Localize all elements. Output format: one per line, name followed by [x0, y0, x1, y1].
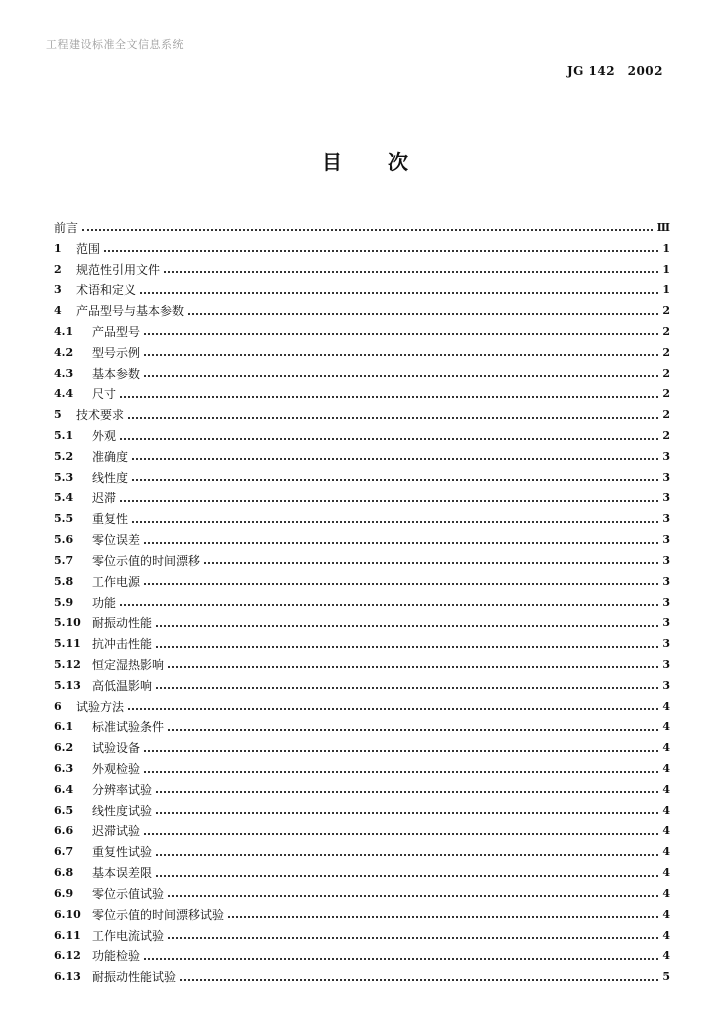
toc-entry-label: 分辨率试验	[92, 782, 153, 797]
toc-dot-leader	[144, 333, 658, 335]
toc-entry-number: 6.11	[54, 928, 81, 942]
toc-entry-label: 工作电源	[92, 574, 141, 589]
toc-entry-page-number: 4	[662, 886, 670, 900]
toc-entry[interactable]	[54, 508, 670, 529]
toc-dot-leader	[156, 875, 658, 877]
toc-entry-page-number: 2	[662, 304, 670, 318]
toc-entry-number: 5.1	[54, 429, 74, 443]
toc-entry-number: 6.7	[54, 845, 74, 859]
toc-entry[interactable]	[54, 488, 670, 509]
toc-entry-label: 工作电流试验	[92, 928, 165, 943]
toc-dot-leader	[144, 583, 658, 585]
toc-entry-page-number: 3	[662, 657, 670, 671]
toc-dot-leader	[144, 750, 658, 752]
toc-entry[interactable]	[54, 800, 670, 821]
toc-entry-page-number: 5	[662, 970, 670, 984]
toc-entry-page-number: 4	[662, 699, 670, 713]
toc-entry-label: 零位误差	[92, 533, 141, 548]
watermark-text: 工程建设标准全文信息系统	[46, 38, 184, 51]
toc-entry[interactable]	[54, 342, 670, 363]
toc-dot-leader	[188, 313, 658, 315]
toc-entry[interactable]	[54, 217, 670, 238]
toc-entry[interactable]	[54, 945, 670, 966]
toc-entry[interactable]	[54, 384, 670, 405]
toc-entry-page-number: 3	[662, 616, 670, 630]
toc-dot-leader	[120, 604, 658, 606]
toc-entry[interactable]	[54, 404, 670, 425]
toc-entry-number: 5.4	[54, 491, 74, 505]
toc-entry-number: 1	[54, 241, 62, 255]
toc-entry-label: 基本参数	[92, 366, 141, 381]
toc-entry[interactable]	[54, 467, 670, 488]
toc-entry-label: 外观	[92, 429, 117, 444]
toc-entry-number: 4.2	[54, 345, 74, 359]
toc-entry-number: 6.3	[54, 762, 74, 776]
toc-entry-number: 5.7	[54, 553, 74, 567]
toc-entry-label: 产品型号与基本参数	[76, 304, 185, 319]
toc-entry-page-number: 4	[662, 741, 670, 755]
toc-dot-leader	[120, 500, 658, 502]
toc-dot-leader	[168, 895, 658, 897]
toc-entry-page-number: 2	[662, 345, 670, 359]
toc-entry-number: 5	[54, 408, 62, 422]
toc-entry-page-number: 3	[662, 574, 670, 588]
toc-entry-label: 零位示值的时间漂移	[92, 553, 201, 568]
toc-entry-number: 5.10	[54, 616, 81, 630]
toc-entry[interactable]	[54, 883, 670, 904]
toc-dot-leader	[120, 396, 658, 398]
toc-entry[interactable]	[54, 363, 670, 384]
toc-entry[interactable]	[54, 675, 670, 696]
toc-entry-label: 外观检验	[92, 762, 141, 777]
toc-entry-number: 5.11	[54, 637, 81, 651]
toc-entry[interactable]	[54, 821, 670, 842]
page-title: 目次	[322, 150, 454, 174]
toc-entry-number: 4.4	[54, 387, 74, 401]
toc-entry-number: 5.13	[54, 678, 81, 692]
toc-entry-number: 3	[54, 283, 62, 297]
toc-entry-label: 抗冲击性能	[92, 637, 153, 652]
toc-entry-number: 6.1	[54, 720, 74, 734]
toc-entry[interactable]	[54, 592, 670, 613]
toc-entry-page-number: 2	[662, 366, 670, 380]
toc-entry-number: 5.2	[54, 449, 74, 463]
toc-entry-page-number: 2	[662, 429, 670, 443]
toc-entry-page-number: 3	[662, 470, 670, 484]
toc-entry-number: 6.8	[54, 866, 74, 880]
toc-entry-label: 试验方法	[76, 699, 125, 714]
toc-dot-leader	[120, 438, 658, 440]
toc-entry-label: 线性度试验	[92, 803, 153, 818]
toc-entry-page-number: Ⅲ	[656, 220, 670, 234]
toc-entry-label: 线性度	[92, 470, 129, 485]
toc-entry-number: 5.6	[54, 533, 74, 547]
toc-entry-label: 耐振动性能	[92, 616, 153, 631]
toc-dot-leader	[144, 833, 658, 835]
toc-entry-label: 范围	[76, 241, 101, 256]
toc-dot-leader	[228, 916, 658, 918]
toc-dot-leader	[168, 937, 658, 939]
toc-entry-label: 功能	[92, 595, 117, 610]
toc-entry-number: 5.3	[54, 470, 74, 484]
toc-entry-label: 迟滞试验	[92, 824, 141, 839]
toc-entry-number: 6.9	[54, 886, 74, 900]
toc-entry-page-number: 4	[662, 928, 670, 942]
toc-entry[interactable]	[54, 862, 670, 883]
toc-entry-label: 重复性试验	[92, 845, 153, 860]
toc-entry-label: 技术要求	[76, 408, 125, 423]
toc-dot-leader	[156, 791, 658, 793]
toc-entry-page-number: 4	[662, 803, 670, 817]
toc-entry-label: 试验设备	[92, 741, 141, 756]
toc-entry-number: 5.5	[54, 512, 74, 526]
toc-entry-number: 5.12	[54, 657, 81, 671]
toc-dot-leader	[140, 292, 658, 294]
standard-code: JG 142 2002	[566, 64, 663, 78]
toc-entry[interactable]	[54, 841, 670, 862]
toc-entry[interactable]	[54, 425, 670, 446]
toc-entry[interactable]	[54, 925, 670, 946]
toc-entry[interactable]	[54, 279, 670, 300]
toc-entry[interactable]	[54, 779, 670, 800]
toc-entry-number: 2	[54, 262, 62, 276]
toc-entry-page-number: 4	[662, 907, 670, 921]
toc-dot-leader	[104, 250, 658, 252]
toc-entry[interactable]	[54, 300, 670, 321]
toc-entry-page-number: 3	[662, 512, 670, 526]
table-of-contents	[54, 217, 670, 987]
toc-entry-number: 6.10	[54, 907, 81, 921]
toc-entry[interactable]	[54, 717, 670, 738]
toc-entry-number: 6.2	[54, 741, 74, 755]
toc-entry-page-number: 4	[662, 782, 670, 796]
toc-entry-label: 前言	[54, 220, 79, 235]
toc-dot-leader	[128, 417, 658, 419]
toc-entry-number: 6.12	[54, 949, 81, 963]
toc-dot-leader	[156, 854, 658, 856]
toc-entry-label: 迟滞	[92, 491, 117, 506]
toc-entry-page-number: 3	[662, 449, 670, 463]
toc-entry-page-number: 2	[662, 387, 670, 401]
toc-dot-leader	[156, 812, 658, 814]
toc-entry-page-number: 3	[662, 553, 670, 567]
toc-entry-number: 4.3	[54, 366, 74, 380]
toc-entry-label: 尺寸	[92, 387, 117, 402]
toc-entry-label: 耐振动性能试验	[92, 970, 177, 985]
toc-entry-page-number: 2	[662, 324, 670, 338]
toc-entry[interactable]	[54, 238, 670, 259]
toc-dot-leader	[132, 458, 658, 460]
toc-entry-number: 5.8	[54, 574, 74, 588]
toc-entry[interactable]	[54, 654, 670, 675]
toc-entry-page-number: 3	[662, 637, 670, 651]
toc-entry-page-number: 4	[662, 845, 670, 859]
toc-entry[interactable]	[54, 966, 670, 987]
toc-dot-leader	[144, 542, 658, 544]
toc-entry[interactable]	[54, 904, 670, 925]
toc-entry-number: 4.1	[54, 324, 74, 338]
toc-entry-number: 6	[54, 699, 62, 713]
toc-dot-leader	[156, 646, 658, 648]
toc-entry-label: 术语和定义	[76, 283, 137, 298]
toc-entry-page-number: 4	[662, 762, 670, 776]
toc-entry[interactable]	[54, 529, 670, 550]
toc-dot-leader	[164, 271, 658, 273]
toc-entry-label: 高低温影响	[92, 678, 153, 693]
toc-entry-label: 标准试验条件	[92, 720, 165, 735]
toc-dot-leader	[180, 979, 658, 981]
toc-entry-page-number: 1	[662, 241, 670, 255]
toc-entry[interactable]	[54, 321, 670, 342]
toc-dot-leader	[144, 958, 658, 960]
toc-entry-label: 产品型号	[92, 324, 141, 339]
toc-entry-page-number: 3	[662, 533, 670, 547]
toc-entry-page-number: 1	[662, 283, 670, 297]
toc-dot-leader	[168, 666, 658, 668]
toc-entry-number: 6.13	[54, 970, 81, 984]
toc-entry[interactable]	[54, 571, 670, 592]
toc-dot-leader	[204, 562, 658, 564]
toc-entry-number: 4	[54, 304, 62, 318]
toc-dot-leader	[82, 229, 653, 231]
toc-entry-page-number: 3	[662, 491, 670, 505]
toc-dot-leader	[144, 354, 658, 356]
toc-dot-leader	[156, 687, 658, 689]
toc-entry-page-number: 1	[662, 262, 670, 276]
toc-entry-number: 6.6	[54, 824, 74, 838]
toc-entry-page-number: 3	[662, 678, 670, 692]
toc-dot-leader	[128, 708, 658, 710]
toc-entry[interactable]	[54, 259, 670, 280]
toc-entry-label: 恒定湿热影响	[92, 657, 165, 672]
toc-entry-page-number: 4	[662, 866, 670, 880]
toc-entry[interactable]	[54, 758, 670, 779]
toc-entry-label: 规范性引用文件	[76, 262, 161, 277]
toc-entry-label: 型号示例	[92, 345, 141, 360]
toc-entry-page-number: 3	[662, 595, 670, 609]
toc-dot-leader	[144, 375, 658, 377]
toc-entry-page-number: 4	[662, 824, 670, 838]
toc-entry[interactable]	[54, 633, 670, 654]
toc-dot-leader	[156, 625, 658, 627]
toc-entry-page-number: 2	[662, 408, 670, 422]
toc-entry-label: 基本误差限	[92, 866, 153, 881]
toc-dot-leader	[144, 771, 658, 773]
toc-entry-page-number: 4	[662, 949, 670, 963]
toc-entry[interactable]	[54, 696, 670, 717]
toc-entry-page-number: 4	[662, 720, 670, 734]
toc-entry[interactable]	[54, 550, 670, 571]
toc-dot-leader	[168, 729, 658, 731]
toc-entry-label: 重复性	[92, 512, 129, 527]
toc-entry-number: 6.5	[54, 803, 74, 817]
toc-entry[interactable]	[54, 612, 670, 633]
toc-entry[interactable]	[54, 737, 670, 758]
toc-dot-leader	[132, 521, 658, 523]
toc-entry-label: 准确度	[92, 449, 129, 464]
toc-entry-number: 5.9	[54, 595, 74, 609]
toc-dot-leader	[132, 479, 658, 481]
toc-entry-label: 零位示值的时间漂移试验	[92, 907, 225, 922]
toc-entry-label: 零位示值试验	[92, 886, 165, 901]
toc-entry[interactable]	[54, 446, 670, 467]
toc-entry-number: 6.4	[54, 782, 74, 796]
toc-entry-label: 功能检验	[92, 949, 141, 964]
